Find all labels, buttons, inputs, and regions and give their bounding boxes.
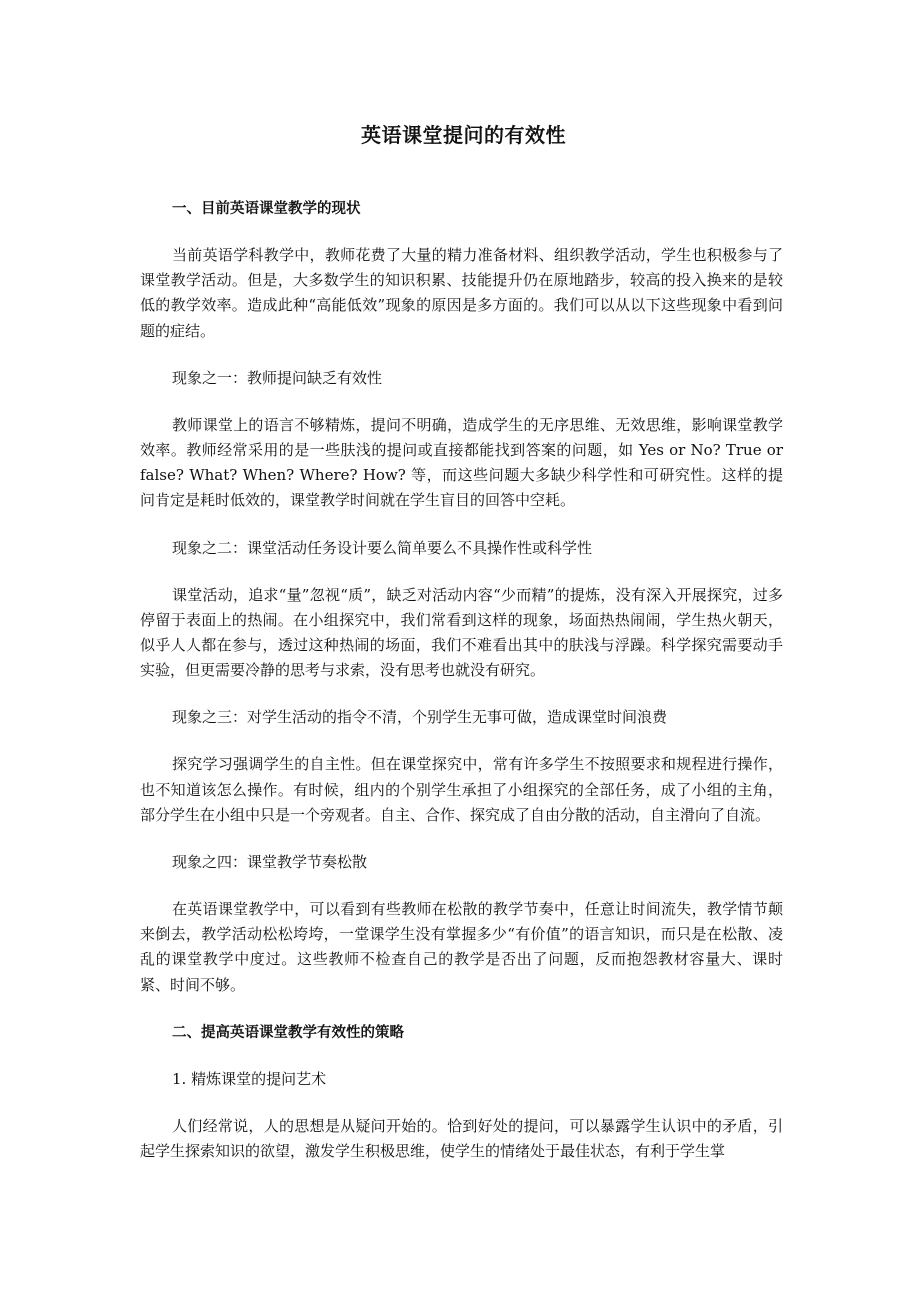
intro-paragraph: 当前英语学科教学中，教师花费了大量的精力准备材料、组织教学活动，学生也积极参与了课堂教学活动。但是，大多数学生的知识积累、技能提升仍在原地踏步，较高的投入换来的是较低的教学效率。造成此种“高能低效”现象的原因是多方面的。我们可以从以下这些现象中看到问题的症结。 [140, 246, 783, 340]
strategy-1-title: 1. 精炼课堂的提问艺术 [172, 1069, 327, 1088]
section-heading-strategies: 二、提高英语课堂教学有效性的策略 [172, 1023, 404, 1041]
section-heading-current-status: 一、目前英语课堂教学的现状 [172, 200, 361, 217]
phenomenon-3-title: 现象之三：对学生活动的指令不清，个别学生无事可做，造成课堂时间浪费 [172, 708, 668, 727]
strategy-1-body: 人们经常说，人的思想是从疑问开始的。恰到好处的提问，可以暴露学生认识中的矛盾，引起学生探索知识的欲望，激发学生积极思维，使学生的情绪处于最佳状态，有利于学生掌 [140, 1116, 783, 1161]
document-page [140, 118, 783, 1164]
phenomenon-4-title: 现象之四：课堂教学节奏松散 [172, 853, 368, 872]
phenomenon-4-body: 在英语课堂教学中，可以看到有些教师在松散的教学节奏中，任意让时间流失，教学情节颠来倒去，教学活动松松垮垮，一堂课学生没有掌握多少“有价值”的语言知识，而只是在松散、凌乱的课堂教学中度过。这些教师不检查自己的教学是否出了问题，反而抱怨教材容量大、课时紧、时间不够。 [140, 900, 783, 994]
phenomenon-1-body: 教师课堂上的语言不够精炼，提问不明确，造成学生的无序思维、无效思维，影响课堂教学效率。教师经常采用的是一些肤浅的提问或直接都能找到答案的问题，如 Yes or No? True or false? What? When? Where? How? 等，而这些问题大多缺少科学性和可研究性。这样的提问肯定是耗时低效的，课堂教学时间就在学生盲目的回答中空耗。 [140, 415, 783, 510]
phenomenon-1-title: 现象之一：教师提问缺乏有效性 [172, 368, 383, 387]
document-title: 英语课堂提问的有效性 [361, 123, 566, 147]
phenomenon-2-body: 课堂活动，追求“量”忽视“质”，缺乏对活动内容“少而精”的提炼，没有深入开展探究，过多停留于表面上的热闹。在小组探究中，我们常看到这样的现象，场面热热闹闹，学生热火朝天，似乎人人都在参与，透过这种热闹的场面，我们不难看出其中的肤浅与浮躁。科学探究需要动手实验，但更需要冷静的思考与求索，没有思考也就没有研究。 [140, 585, 783, 680]
phenomenon-2-title: 现象之二：课堂活动任务设计要么简单要么不具操作性或科学性 [172, 538, 593, 557]
phenomenon-3-body: 探究学习强调学生的自主性。但在课堂探究中，常有许多学生不按照要求和规程进行操作，也不知道该怎么操作。有时候，组内的个别学生承担了小组探究的全部任务，成了小组的主角，部分学生在小组中只是一个旁观者。自主、合作、探究成了自由分散的活动，自主滑向了自流。 [140, 755, 783, 824]
